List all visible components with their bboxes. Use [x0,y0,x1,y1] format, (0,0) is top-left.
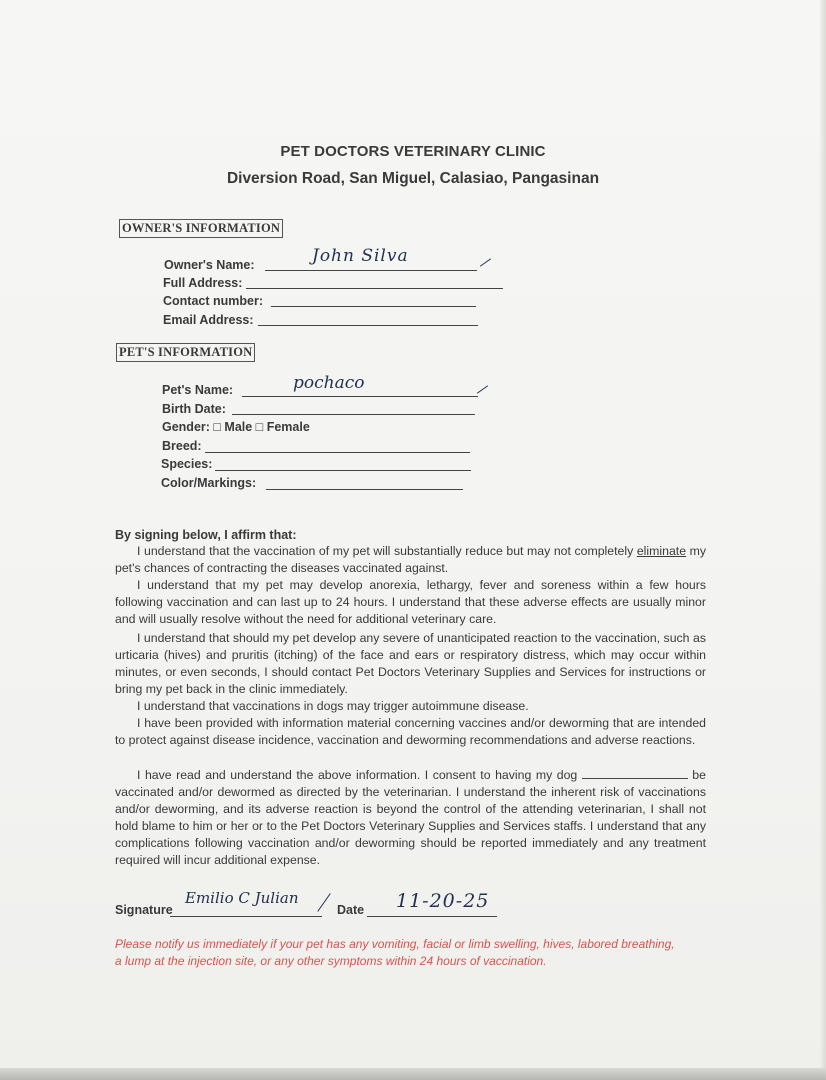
pet-section-title: PET'S INFORMATION [116,343,255,362]
signature-label: Signature [115,903,173,917]
signature-handwriting: Emilio C Julian [185,889,299,907]
owner-name-handwriting: John Silva [312,246,409,266]
post-vaccination-notice: Please notify us immediately if your pet has any vomiting, facial or limb swelling, hives, labored breathing, a lump at the injection site, or any other symptoms within 24 hours of vaccination. [115,937,675,968]
affirmation-paragraph-1: I understand that the vaccination of my pet will substantially reduce but may not completely eliminate my pet's chances of contracting the diseases vaccinated against. [115,544,707,575]
full-address-line[interactable] [246,288,503,289]
pet-name-label: Pet's Name: [162,383,234,397]
pet-name-handwriting: pochaco [293,373,365,393]
affirmation-paragraph-6: I have read and understand the above information. I consent to having my dog be vaccinated and/or dewormed as directed by the veterinarian. I understand the inherent risk of vaccinations and/or deworming, and its adverse reaction is beyond the control of the attending veterinarian, I shall not hold blame to him or her or to the Pet Doctors Veterinary Supplies and Services staffs. I understand that any complications following vaccination and/or deworming should be reported immediately and any treatment required will incur additional expense. [115,768,706,867]
full-address-label: Full Address: [163,276,243,290]
affirmation-title: By signing below, I affirm that: [115,528,297,542]
affirmation-paragraph-4: I understand that vaccinations in dogs may trigger autoimmune disease. [137,699,529,713]
owner-name-check-mark [480,258,491,266]
affirmation-paragraph-3: I understand that should my pet develop any severe of unanticipated reaction to the vaccination, such as urticaria (hives) and pruritis (itching) of the face and ears or respiratory distress, which may occur within minutes, or even seconds, I should contact Pet Doctors Veterinary Supplies and Services for instructions or bring my pet back in the clinic immediately. [115,631,706,696]
paper-bottom-edge [0,1068,826,1080]
pet-name-line[interactable] [242,396,478,397]
date-line[interactable] [367,916,497,917]
signature-line[interactable] [170,916,322,917]
contact-number-label: Contact number: [163,294,263,308]
breed-label: Breed: [162,439,202,453]
underlined-word: eliminate [636,544,687,558]
affirmation-paragraph-2: I understand that my pet may develop anorexia, lethargy, fever and soreness within a few hours following vaccination and can last up to 24 hours. I understand that these adverse effects are usually minor and will usually resolve without the need for additional veterinary care. [115,578,706,626]
color-markings-label: Color/Markings: [161,476,257,490]
birth-date-label: Birth Date: [162,402,226,416]
paper-right-edge [820,0,826,1080]
owner-name-line[interactable] [265,270,477,271]
breed-line[interactable] [205,452,470,453]
date-label: Date [337,903,365,917]
email-address-label: Email Address: [163,313,254,327]
clinic-name: PET DOCTORS VETERINARY CLINIC [280,143,546,160]
birth-date-line[interactable] [232,414,475,415]
species-line[interactable] [215,470,471,471]
dog-name-blank[interactable] [582,768,688,779]
email-address-line[interactable] [258,325,478,326]
affirmation-paragraph-5: I have been provided with information material concerning vaccines and/or deworming that are intended to protect against disease incidence, vaccination and deworming recommendations and adverse reactions. [115,716,706,747]
contact-number-line[interactable] [271,306,476,307]
date-handwriting: 11-20-25 [396,890,490,912]
species-label: Species: [161,457,213,471]
clinic-address: Diversion Road, San Miguel, Calasiao, Pangasinan [226,170,600,187]
signature-stroke-mark [317,893,330,912]
color-markings-line[interactable] [266,489,463,490]
gender-label[interactable]: Gender: □ Male □ Female [162,420,310,434]
owner-name-label: Owner's Name: [164,258,255,272]
pet-name-check-mark [477,385,488,393]
owner-section-title: OWNER'S INFORMATION [119,219,283,238]
